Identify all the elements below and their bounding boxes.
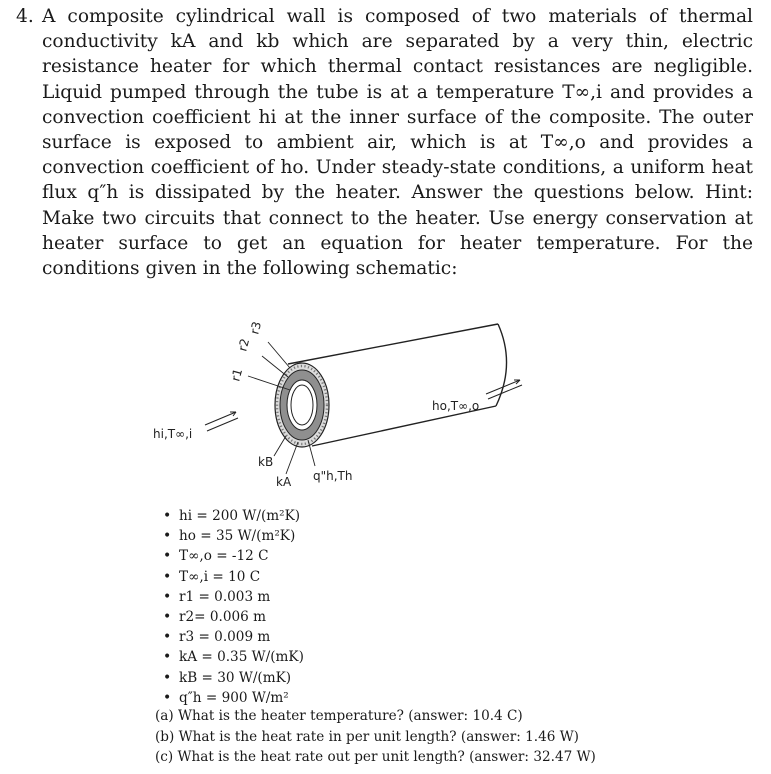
given-item: • r3 = 0.009 m <box>163 627 304 647</box>
problem-number: 4. <box>16 6 34 27</box>
problem-text: A composite cylindrical wall is composed of two materials of thermal conductivity kA and kb which are separated by a very thin, electric resistance heater for which thermal contact resistances are negligible. Liquid pumped through the tube is at a temperature T∞,i and provides a convection coefficient hi at the inner surface of the composite. The outer surface is exposed to ambient air, which is at T∞,o and provides a convection coefficient of ho. Under steady-state conditions, a uniform heat flux q″h is dissipated by the heater. Answer the questions below. Hint: Make two circuits that connect to the heater. Use energy conservation at heater surface to get an equation for heater temperature. For the conditions given in the following schematic: <box>42 6 753 280</box>
outer-conditions-label: ho,T∞,o <box>432 399 480 413</box>
given-item: • kB = 30 W/(mK) <box>163 668 304 688</box>
inner-flow-arrow-1 <box>205 412 236 425</box>
given-values-list <box>163 506 304 708</box>
r3-leader <box>268 342 290 368</box>
question-item: (b) What is the heat rate in per unit length? (answer: 1.46 W) <box>155 728 579 745</box>
cylinder-schematic <box>140 306 560 492</box>
inner-flow-arrow-2 <box>207 418 238 431</box>
given-item: • hi = 200 W/(m²K) <box>163 506 304 526</box>
r2-label: r2 <box>235 337 253 353</box>
given-item: • q″h = 900 W/m² <box>163 688 304 708</box>
given-item: • T∞,i = 10 C <box>163 567 304 587</box>
given-item: • kA = 0.35 W/(mK) <box>163 647 304 667</box>
kA-leader <box>286 442 298 474</box>
kB-label: kB <box>258 455 274 469</box>
given-item: • r1 = 0.003 m <box>163 587 304 607</box>
heater-label: q"h,Th <box>313 469 353 483</box>
r2-leader <box>262 356 288 377</box>
given-item: • r2= 0.006 m <box>163 607 304 627</box>
bore <box>291 385 313 425</box>
kB-leader <box>274 436 286 456</box>
kA-label: kA <box>276 475 292 489</box>
given-item: • ho = 35 W/(m²K) <box>163 526 304 546</box>
given-item: • T∞,o = -12 C <box>163 546 304 566</box>
r3-label: r3 <box>247 320 265 336</box>
questions-list <box>155 706 596 768</box>
question-item: (a) What is the heater temperature? (answer: 10.4 C) <box>155 708 523 724</box>
cylinder-body <box>298 326 500 446</box>
r1-label: r1 <box>228 367 246 383</box>
question-item: (c) What is the heat rate out per unit length? (answer: 32.47 W) <box>155 749 596 765</box>
inner-conditions-label: hi,T∞,i <box>153 427 193 441</box>
